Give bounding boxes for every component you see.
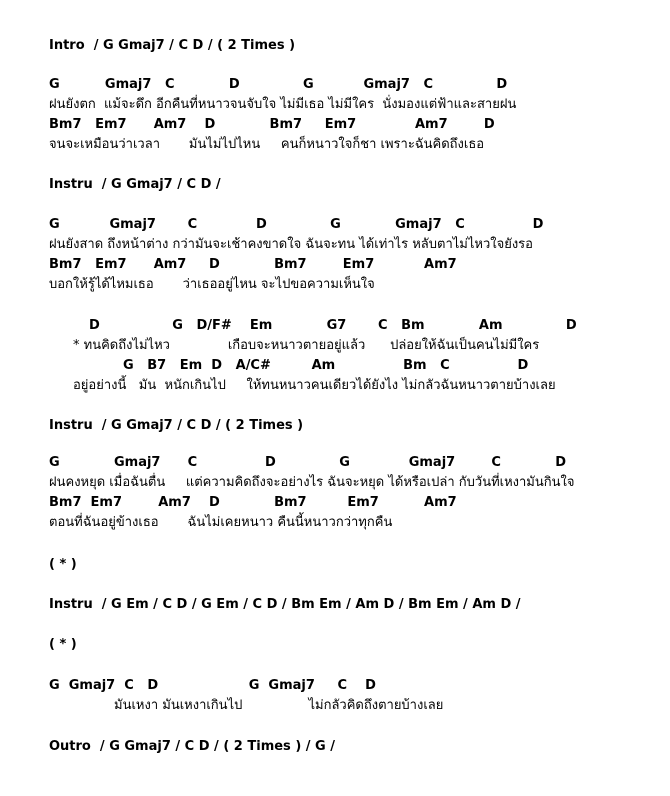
section-line: Instru / G Gmaj7 / C D / bbox=[49, 177, 221, 192]
section-line: ( * ) bbox=[49, 637, 77, 652]
lyric-line: ฝนยังสาด ถึงหน้าต่าง กว่ามันจะเช้าคงขาดใจ ฉันจะทน ได้เท่าไร หลับตาไม่ไหวใจยังรอ bbox=[49, 237, 533, 252]
lyric-line: จนจะเหมือนว่าเวลา มันไม่ไปไหน คนก็หนาวใจก็ชา เพราะฉันคิดถึงเธอ bbox=[49, 137, 485, 152]
lyric-line: ฝนคงหยุด เมื่อฉันตื่น แต่ความคิดถึงจะอย่างไร ฉันจะหยุด ได้หรือเปล่า กับวันที่เหงามันกินใจ bbox=[49, 475, 575, 490]
section-line: Intro / G Gmaj7 / C D / ( 2 Times ) bbox=[49, 38, 296, 53]
chord-line: G Gmaj7 C D G Gmaj7 C D bbox=[49, 217, 544, 232]
chord-line: G B7 Em D A/C# Am Bm C D bbox=[123, 358, 529, 373]
chord-line: G Gmaj7 C D G Gmaj7 C D bbox=[49, 455, 567, 470]
section-line: Instru / G Gmaj7 / C D / ( 2 Times ) bbox=[49, 418, 304, 433]
chord-line: Bm7 Em7 Am7 D Bm7 Em7 Am7 bbox=[49, 495, 457, 510]
section-line: Instru / G Em / C D / G Em / C D / Bm Em / Am D / Bm Em / Am D / bbox=[49, 597, 521, 612]
chord-line: Bm7 Em7 Am7 D Bm7 Em7 Am7 D bbox=[49, 117, 495, 132]
chord-line: G Gmaj7 C D G Gmaj7 C D bbox=[49, 678, 376, 693]
lyric-line: ฝนยังตก แม้จะดึก อีกคืนที่หนาวจนจับใจ ไม่มีเธอ ไม่มีใคร นั่งมองแต่ฟ้าและสายฝน bbox=[49, 97, 517, 112]
lyric-line: บอกให้รู้ได้ไหมเธอ ว่าเธออยู่ไหน จะไปขอความเห็นใจ bbox=[49, 277, 375, 292]
chord-line: Bm7 Em7 Am7 D Bm7 Em7 Am7 bbox=[49, 257, 457, 272]
lyric-line: ตอนที่ฉันอยู่ข้างเธอ ฉันไม่เคยหนาว คืนนี้หนาวกว่าทุกคืน bbox=[49, 515, 393, 530]
section-line: ( * ) bbox=[49, 557, 77, 572]
chord-line: G Gmaj7 C D G Gmaj7 C D bbox=[49, 77, 508, 92]
chord-line: D G D/F# Em G7 C Bm Am D bbox=[89, 318, 577, 333]
lyric-line: มันเหงา มันเหงาเกินไป ไม่กลัวคิดถึงตายบ้างเลย bbox=[114, 698, 444, 713]
lyric-line: อยู่อย่างนี้ มัน หนักเกินไป ให้ทนหนาวคนเดียวได้ยังไง ไม่กลัวฉันหนาวตายบ้างเลย bbox=[73, 378, 556, 393]
lyric-line: * ทนคิดถึงไม่ไหว เกือบจะหนาวตายอยู่แล้ว ปล่อยให้ฉันเป็นคนไม่มีใคร bbox=[73, 338, 540, 353]
section-line: Outro / G Gmaj7 / C D / ( 2 Times ) / G / bbox=[49, 739, 336, 754]
